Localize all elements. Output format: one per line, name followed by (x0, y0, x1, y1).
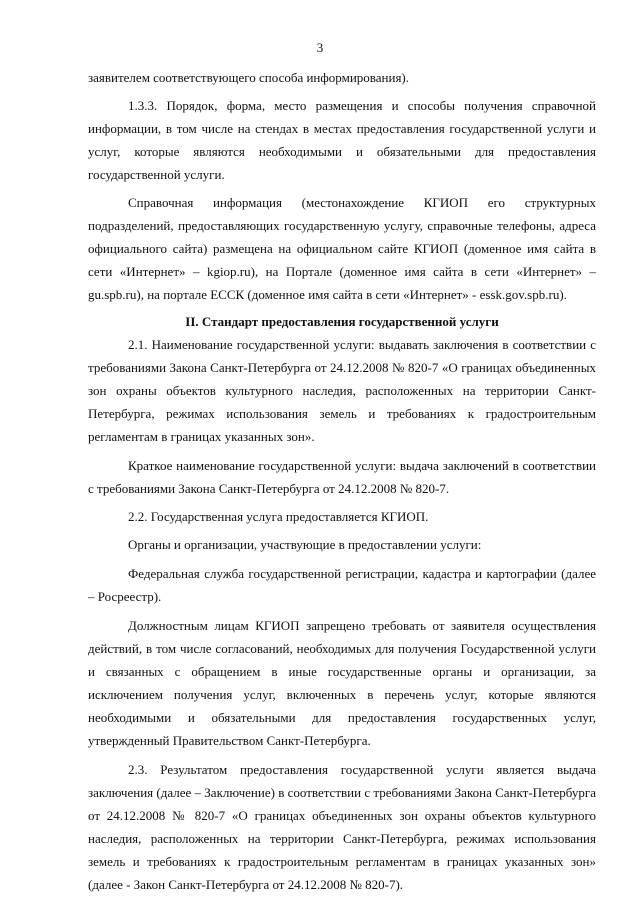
paragraph-prohibition: Должностным лицам КГИОП запрещено требовать от заявителя осуществления действий, в том числе согласований, необходимых для получения Государственной услуги и связанных с обращением в иные государственные органы и организации, за исключением получения услуг, включенных в перечень услуг, которые являются необходимыми и обязательными для предоставления государственных услуг, утвержденный Правительством Санкт-Петербурга. (88, 618, 596, 748)
document-body (88, 66, 596, 896)
paragraph-continuation: заявителем соответствующего способа информирования). (88, 70, 410, 85)
paragraph-2-1: 2.1. Наименование государственной услуги: выдавать заключения в соответствии с требованиями Закона Санкт-Петербурга от 24.12.2008 № 820-7 «О границах объединенных зон охраны объектов культурного наследия, расположенных на территории Санкт-Петербурга, режимах использования земель и требованиях к градостроительным регламентам в границах указанных зон». (88, 337, 596, 444)
paragraph-1-3-3: 1.3.3. Порядок, форма, место размещения и способы получения справочной информации, в том числе на стендах в местах предоставления государственной услуги и услуг, которые являются необходимыми и обязательными для предоставления государственной услуги. (88, 98, 596, 182)
paragraph-2-2: 2.2. Государственная услуга предоставляется КГИОП. (128, 509, 429, 524)
section-heading: II. Стандарт предоставления государственной услуги (185, 314, 499, 329)
paragraph-rosreestr: Федеральная служба государственной регистрации, кадастра и картографии (далее – Росреестр). (88, 566, 596, 604)
page-number: 3 (316, 40, 324, 55)
paragraph-short-name: Краткое наименование государственной услуги: выдача заключений в соответствии с требованиями Закона Санкт-Петербурга от 24.12.2008 № 820-7. (88, 458, 596, 496)
paragraph-reference-info: Справочная информация (местонахождение КГИОП его структурных подразделений, предоставляющих государственную услугу, справочные телефоны, адреса официального сайта) размещена на официальном сайте КГИОП (доменное имя сайта в сети «Интернет» – kgiop.ru), на Портале (доменное имя сайта в сети «Интернет» – gu.spb.ru), на портале ЕССК (доменное имя сайта в сети «Интернет» - essk.gov.spb.ru). (88, 195, 596, 302)
paragraph-participants: Органы и организации, участвующие в предоставлении услуги: (128, 537, 482, 552)
paragraph-2-3: 2.3. Результатом предоставления государственной услуги является выдача заключения (далее – Заключение) в соответствии с требованиями Закона Санкт-Петербурга от 24.12.2008 № 820-7 «О границах объединенных зон охраны объектов культурного наследия, расположенных на территории Санкт-Петербурга, режимах использования земель и требованиях к градостроительным регламентам в границах указанных зон» (далее - Закон Санкт-Петербурга от 24.12.2008 № 820-7). (88, 762, 596, 892)
